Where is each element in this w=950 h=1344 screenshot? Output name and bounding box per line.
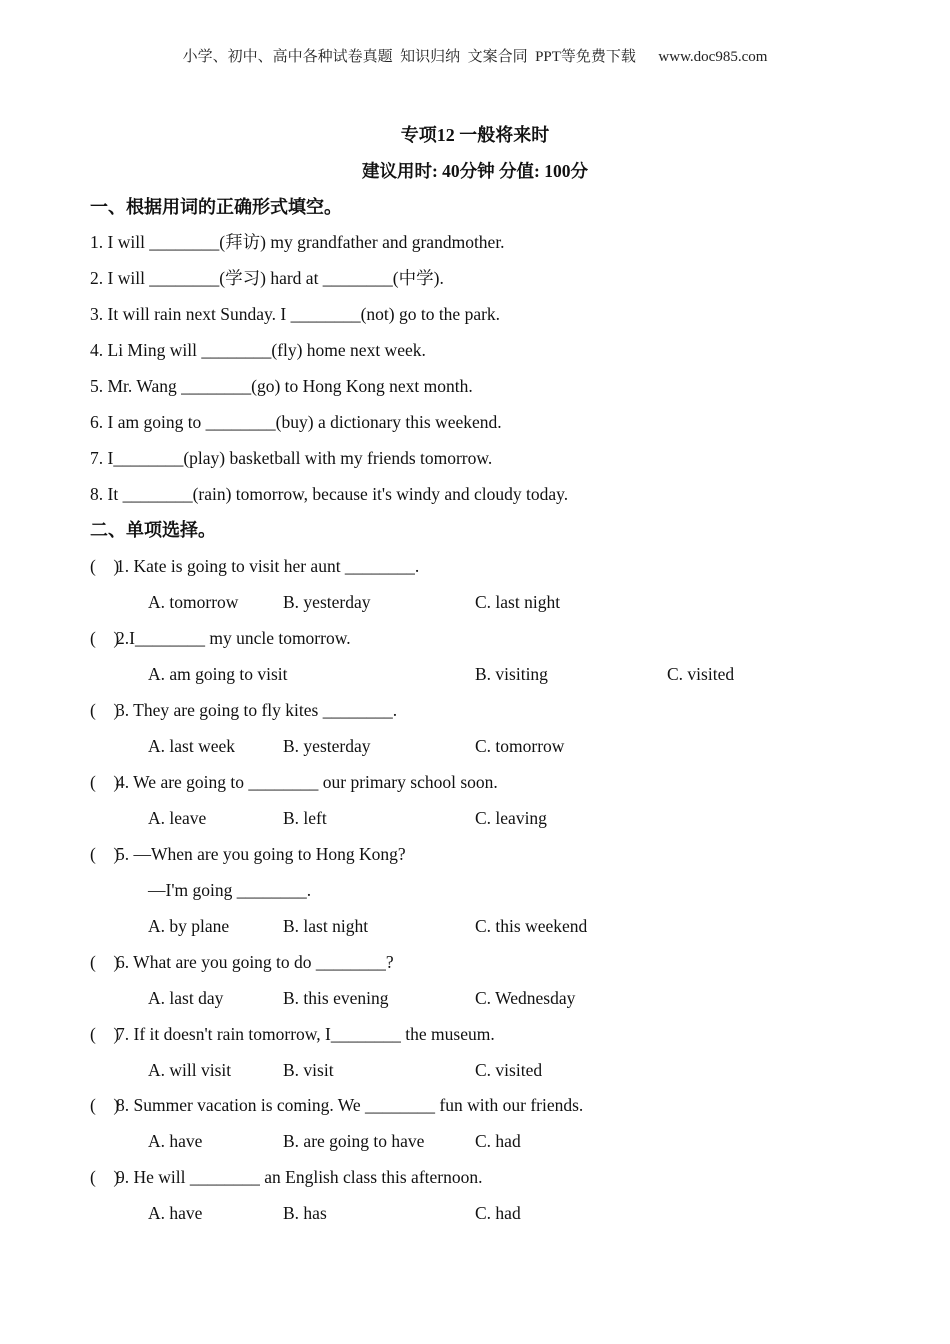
- option-a: A. have: [148, 1203, 203, 1223]
- option-b: B. left: [283, 808, 327, 828]
- option-a: A. tomorrow: [148, 592, 239, 612]
- fill-blank-item: 5. Mr. Wang ________(go) to Hong Kong next month.: [90, 376, 473, 396]
- answer-parenthesis: ( ): [90, 772, 120, 792]
- option-c: C. visited: [667, 664, 735, 684]
- section-2-heading: 二、单项选择。: [90, 520, 216, 540]
- option-a: A. will visit: [148, 1060, 232, 1080]
- answer-parenthesis: ( ): [90, 844, 120, 864]
- option-b: B. last night: [283, 916, 369, 936]
- question-text: 1. Kate is going to visit her aunt ________.: [116, 556, 420, 576]
- option-a: A. by plane: [148, 916, 230, 936]
- fill-blank-item: 7. I________(play) basketball with my friends tomorrow.: [90, 448, 493, 468]
- option-c: C. this weekend: [475, 916, 588, 936]
- option-b: B. visiting: [475, 664, 548, 684]
- question-text-line-2: —I'm going ________.: [148, 880, 312, 900]
- option-b: B. yesterday: [283, 592, 371, 612]
- question-text: 8. Summer vacation is coming. We ________ fun with our friends.: [116, 1095, 584, 1115]
- option-c: C. tomorrow: [475, 736, 565, 756]
- time-score-info: 建议用时: 40分钟 分值: 100分: [361, 161, 589, 181]
- option-c: C. visited: [475, 1060, 543, 1080]
- fill-blank-item: 3. It will rain next Sunday. I ________(not) go to the park.: [90, 304, 501, 324]
- question-text: 3. They are going to fly kites ________.: [116, 700, 398, 720]
- option-b: B. has: [283, 1203, 327, 1223]
- question-text: 5. —When are you going to Hong Kong?: [116, 844, 406, 864]
- option-c: C. leaving: [475, 808, 547, 828]
- fill-blank-item: 6. I am going to ________(buy) a dictionary this weekend.: [90, 412, 502, 432]
- option-b: B. yesterday: [283, 736, 371, 756]
- option-a: A. last day: [148, 988, 224, 1008]
- option-b: B. are going to have: [283, 1131, 425, 1151]
- fill-blank-item: 4. Li Ming will ________(fly) home next week.: [90, 340, 426, 360]
- answer-parenthesis: ( ): [90, 700, 120, 720]
- option-a: A. leave: [148, 808, 207, 828]
- option-a: A. have: [148, 1131, 203, 1151]
- section-1-heading: 一、根据用词的正确形式填空。: [90, 197, 342, 217]
- question-text: 2.I________ my uncle tomorrow.: [116, 628, 351, 648]
- option-a: A. last week: [148, 736, 235, 756]
- option-c: C. Wednesday: [475, 988, 576, 1008]
- option-b: B. this evening: [283, 988, 389, 1008]
- page-header: 小学、初中、高中各种试卷真题 知识归纳 文案合同 PPT等免费下载 www.doc985.com: [182, 49, 768, 65]
- question-text: 4. We are going to ________ our primary school soon.: [116, 772, 498, 792]
- answer-parenthesis: ( ): [90, 1024, 120, 1044]
- fill-blank-item: 1. I will ________(拜访) my grandfather and grandmother.: [90, 232, 505, 252]
- question-text: 9. He will ________ an English class this afternoon.: [116, 1167, 483, 1187]
- question-text: 6. What are you going to do ________?: [116, 952, 394, 972]
- answer-parenthesis: ( ): [90, 1167, 120, 1187]
- option-c: C. had: [475, 1131, 521, 1151]
- option-b: B. visit: [283, 1060, 334, 1080]
- option-a: A. am going to visit: [148, 664, 288, 684]
- answer-parenthesis: ( ): [90, 952, 120, 972]
- answer-parenthesis: ( ): [90, 628, 120, 648]
- fill-blank-item: 8. It ________(rain) tomorrow, because it's windy and cloudy today.: [90, 484, 569, 504]
- fill-blank-item: 2. I will ________(学习) hard at ________(中学).: [90, 268, 444, 288]
- answer-parenthesis: ( ): [90, 556, 120, 576]
- page-title: 专项12 一般将来时: [400, 125, 550, 145]
- option-c: C. last night: [475, 592, 561, 612]
- answer-parenthesis: ( ): [90, 1095, 120, 1115]
- question-text: 7. If it doesn't rain tomorrow, I________ the museum.: [116, 1024, 495, 1044]
- option-c: C. had: [475, 1203, 521, 1223]
